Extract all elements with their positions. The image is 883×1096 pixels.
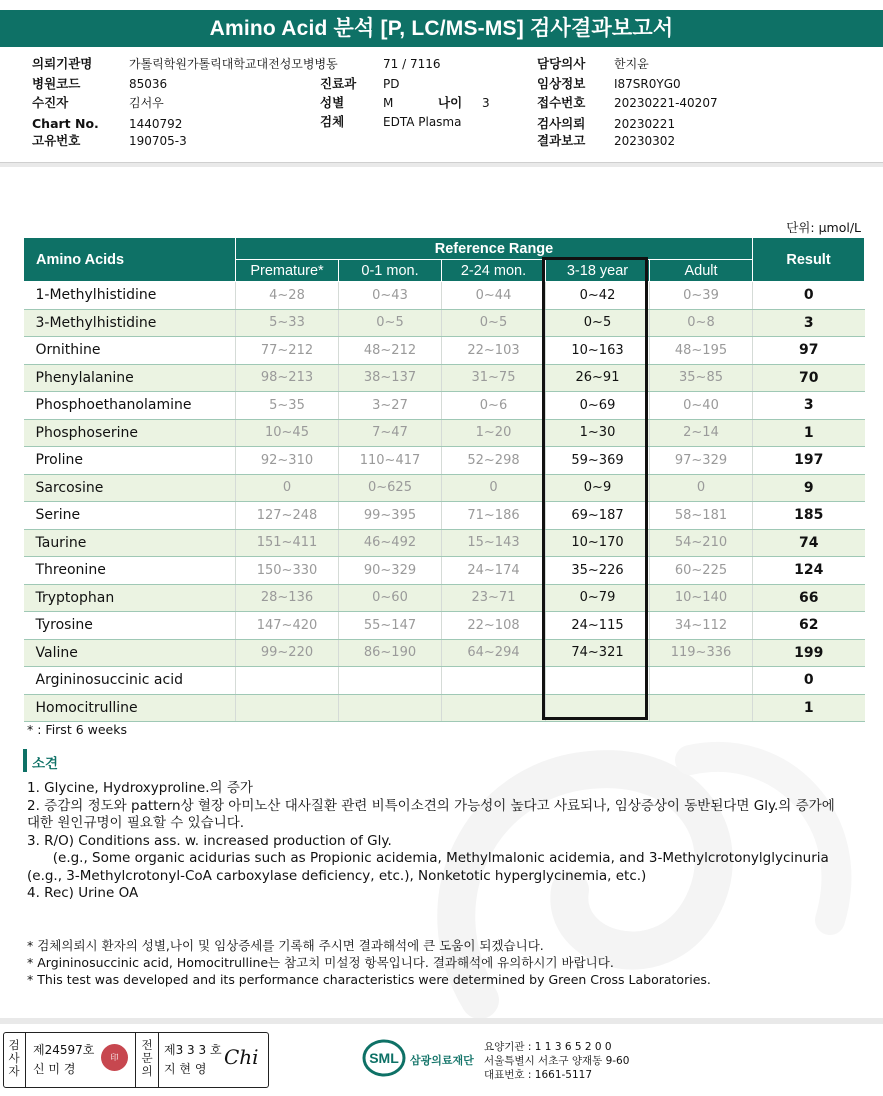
reference-range-cell: 0~42 (546, 282, 650, 310)
sex-value: M (383, 96, 394, 110)
reference-range-cell: 0~40 (650, 392, 753, 420)
reference-range-cell: 110~417 (339, 447, 442, 475)
doctor-label: 담당의사 (537, 56, 586, 71)
reference-range-cell: 0~5 (442, 309, 546, 337)
signature-box (3, 1032, 269, 1088)
reference-range-cell: 99~220 (236, 639, 339, 667)
findings-text (27, 780, 847, 903)
reference-range-cell: 59~369 (546, 447, 650, 475)
amino-acid-name: Serine (24, 502, 236, 530)
reference-range-cell: 0~625 (339, 474, 442, 502)
reference-range-cell: 10~163 (546, 337, 650, 365)
result-value: 74 (753, 529, 865, 557)
reference-range-cell: 90~329 (339, 557, 442, 585)
reference-range-cell: 0~9 (546, 474, 650, 502)
specialist-vertical-label: 전 문 의 (141, 1038, 153, 1078)
reference-range-cell: 28~136 (236, 584, 339, 612)
reference-range-cell: 0~69 (546, 392, 650, 420)
amino-acid-name: Homocitrulline (24, 694, 236, 722)
reference-range-cell: 1~20 (442, 419, 546, 447)
reference-range-cell: 55~147 (339, 612, 442, 640)
org-address: 서울특별시 서초구 양재동 9-60 (484, 1055, 630, 1067)
reference-range-cell: 52~298 (442, 447, 546, 475)
result-value: 0 (753, 282, 865, 310)
reference-range-cell: 151~411 (236, 529, 339, 557)
result-value: 3 (753, 309, 865, 337)
finding-4: 4. Rec) Urine OA (27, 885, 139, 901)
table-footnote: * : First 6 weeks (27, 722, 127, 737)
sex-label: 성별 (320, 95, 345, 110)
reference-range-cell: 60~225 (650, 557, 753, 585)
institution-label: 의뢰기관명 (32, 56, 93, 71)
amino-acid-name: Threonine (24, 557, 236, 585)
reference-range-cell: 69~187 (546, 502, 650, 530)
reference-range-cell (442, 667, 546, 695)
table-row (24, 502, 865, 530)
note-3: * This test was developed and its performance characteristics were determined by Green Cross Laboratories. (27, 972, 711, 987)
reference-range-cell: 26~91 (546, 364, 650, 392)
reference-range-cell: 2~14 (650, 419, 753, 447)
clinical-info-value: I87SR0YG0 (614, 77, 681, 91)
reference-range-cell: 5~33 (236, 309, 339, 337)
amino-acid-table (23, 237, 865, 722)
reference-range-cell (442, 694, 546, 722)
amino-acid-name: Phenylalanine (24, 364, 236, 392)
table-row (24, 639, 865, 667)
reference-range-cell: 99~395 (339, 502, 442, 530)
reference-range-cell: 71~186 (442, 502, 546, 530)
table-row (24, 392, 865, 420)
amino-acid-name: Proline (24, 447, 236, 475)
reference-range-cell (339, 667, 442, 695)
reference-range-cell: 54~210 (650, 529, 753, 557)
footer-divider (0, 1018, 883, 1024)
reference-range-cell: 92~310 (236, 447, 339, 475)
reference-range-cell: 22~103 (442, 337, 546, 365)
col-0-1-mon: 0-1 mon. (339, 260, 442, 282)
result-value: 185 (753, 502, 865, 530)
reference-range-cell: 23~71 (442, 584, 546, 612)
specimen-label: 검체 (320, 114, 345, 129)
amino-acid-name: Tyrosine (24, 612, 236, 640)
reference-range-cell (236, 694, 339, 722)
reference-range-cell: 34~112 (650, 612, 753, 640)
tester-vertical-label: 검 사 자 (8, 1038, 20, 1078)
reference-range-cell: 127~248 (236, 502, 339, 530)
report-notes (27, 937, 711, 988)
chart-value: 1440792 (129, 117, 183, 131)
table-row (24, 694, 865, 722)
department-label: 진료과 (320, 76, 357, 91)
result-value: 66 (753, 584, 865, 612)
amino-acid-name: 1-Methylhistidine (24, 282, 236, 310)
reference-range-cell: 31~75 (442, 364, 546, 392)
sml-logo-icon (362, 1038, 408, 1078)
reference-range-cell: 150~330 (236, 557, 339, 585)
table-row (24, 474, 865, 502)
reference-range-cell: 10~45 (236, 419, 339, 447)
specialist-license-no: 제3 3 3 호 (164, 1043, 222, 1057)
findings-title: 소견 (32, 756, 59, 772)
seal-stamp: 印 (101, 1044, 128, 1071)
amino-acid-name: Argininosuccinic acid (24, 667, 236, 695)
reference-range-cell: 48~195 (650, 337, 753, 365)
table-row (24, 419, 865, 447)
reference-range-cell: 0 (236, 474, 339, 502)
table-row (24, 337, 865, 365)
age-value: 3 (482, 96, 490, 110)
reference-range-cell: 3~27 (339, 392, 442, 420)
org-name: 삼광의료재단 (410, 1054, 474, 1067)
reference-range-cell: 58~181 (650, 502, 753, 530)
amino-acid-name: 3-Methylhistidine (24, 309, 236, 337)
id-label: 고유번호 (32, 133, 81, 148)
finding-1: 1. Glycine, Hydroxyproline.의 증가 (27, 780, 253, 796)
reference-range-cell: 0~79 (546, 584, 650, 612)
reference-range-cell: 0~39 (650, 282, 753, 310)
reference-range-cell: 0~8 (650, 309, 753, 337)
col-result: Result (753, 238, 865, 282)
result-value: 62 (753, 612, 865, 640)
hospital-code-label: 병원코드 (32, 76, 81, 91)
org-code: 요양기관 : 1 1 3 6 5 2 0 0 (484, 1041, 612, 1053)
reference-range-cell: 48~212 (339, 337, 442, 365)
reference-range-cell: 7~47 (339, 419, 442, 447)
table-row (24, 584, 865, 612)
specimen-value: EDTA Plasma (383, 115, 462, 129)
amino-acid-name: Phosphoethanolamine (24, 392, 236, 420)
reference-range-cell: 0~5 (339, 309, 442, 337)
reference-range-cell: 1~30 (546, 419, 650, 447)
amino-acid-name: Ornithine (24, 337, 236, 365)
patient-value: 김서우 (129, 96, 164, 110)
reference-range-cell: 5~35 (236, 392, 339, 420)
reference-range-cell (339, 694, 442, 722)
reference-range-cell (650, 667, 753, 695)
reference-range-cell: 0~43 (339, 282, 442, 310)
col-amino-acids: Amino Acids (24, 238, 236, 282)
doctor-value: 한지윤 (614, 57, 649, 71)
signature-mark: Chi (224, 1045, 259, 1069)
amino-acid-name: Taurine (24, 529, 236, 557)
result-value: 1 (753, 419, 865, 447)
table-row (24, 364, 865, 392)
table-row (24, 529, 865, 557)
reference-range-cell (546, 694, 650, 722)
note-2: * Argininosuccinic acid, Homocitrulline는 참고치 미설정 항목입니다. 결과해석에 유의하시기 바랍니다. (27, 955, 614, 970)
reference-range-cell: 74~321 (546, 639, 650, 667)
reference-range-cell: 98~213 (236, 364, 339, 392)
finding-3-detail: (e.g., Some organic acidurias such as Propionic acidemia, Methylmalonic acidemia, and 3-Methylcrotonylglycinuria (e.g., 3-Methylcrotonyl-CoA carboxylase deficiency, etc.), Nonketotic hyperglycinemia, etc.) (27, 850, 834, 884)
reference-range-cell (236, 667, 339, 695)
hospital-code-value: 85036 (129, 77, 168, 91)
unit-label: 단위: μmol/L (786, 220, 861, 235)
reference-range-cell: 64~294 (442, 639, 546, 667)
reference-range-cell: 10~170 (546, 529, 650, 557)
reference-range-cell: 24~174 (442, 557, 546, 585)
tester-license-no: 제24597호 (33, 1043, 95, 1057)
chart-label: Chart No. (32, 116, 99, 131)
reference-range-cell: 0 (650, 474, 753, 502)
reference-range-cell: 35~85 (650, 364, 753, 392)
table-row (24, 557, 865, 585)
report-date-label: 결과보고 (537, 133, 586, 148)
reference-range-cell (546, 667, 650, 695)
section-marker (23, 749, 27, 772)
amino-acid-name: Sarcosine (24, 474, 236, 502)
col-reference-range: Reference Range (236, 238, 753, 260)
reference-range-cell: 4~28 (236, 282, 339, 310)
svg-text:SML: SML (369, 1050, 399, 1066)
result-value: 197 (753, 447, 865, 475)
reference-range-cell: 0~60 (339, 584, 442, 612)
patient-label: 수진자 (32, 95, 69, 110)
report-title: Amino Acid 분석 [P, LC/MS-MS] 검사결과보고서 (0, 10, 883, 47)
receipt-label: 접수번호 (537, 95, 586, 110)
header-divider (0, 162, 883, 167)
table-row (24, 667, 865, 695)
reference-range-cell: 0~5 (546, 309, 650, 337)
ward-value: 71 / 7116 (383, 57, 441, 71)
reference-range-cell: 77~212 (236, 337, 339, 365)
amino-acid-name: Valine (24, 639, 236, 667)
result-value: 70 (753, 364, 865, 392)
report-date-value: 20230302 (614, 134, 676, 148)
clinical-info-label: 임상정보 (537, 76, 586, 91)
reference-range-cell: 97~329 (650, 447, 753, 475)
reference-range-cell: 22~108 (442, 612, 546, 640)
result-value: 9 (753, 474, 865, 502)
reference-range-cell: 0~6 (442, 392, 546, 420)
org-info (484, 1040, 629, 1082)
org-phone: 대표번호 : 1661-5117 (484, 1069, 593, 1081)
result-value: 3 (753, 392, 865, 420)
table-row (24, 282, 865, 310)
table-row (24, 447, 865, 475)
result-value: 124 (753, 557, 865, 585)
reference-range-cell: 38~137 (339, 364, 442, 392)
receipt-value: 20230221-40207 (614, 96, 718, 110)
reference-range-cell: 15~143 (442, 529, 546, 557)
amino-acid-name: Tryptophan (24, 584, 236, 612)
reference-range-cell: 86~190 (339, 639, 442, 667)
amino-acid-name: Phosphoserine (24, 419, 236, 447)
reference-range-cell: 119~336 (650, 639, 753, 667)
institution-value: 가톨릭학원가톨릭대학교대전성모병병동 (129, 57, 338, 71)
col-2-24-mon: 2-24 mon. (442, 260, 546, 282)
department-value: PD (383, 77, 400, 91)
reference-range-cell: 0 (442, 474, 546, 502)
id-value: 190705-3 (129, 134, 187, 148)
finding-2: 2. 증감의 정도와 pattern상 혈장 아미노산 대사질환 관련 비특이소견의 가능성이 높다고 사료되나, 임상증상이 동반된다면 Gly.의 증가에 대한 원인규명이 필요할 수 있습니다. (27, 797, 835, 831)
reference-range-cell: 24~115 (546, 612, 650, 640)
table-row (24, 309, 865, 337)
table-row (24, 612, 865, 640)
result-value: 0 (753, 667, 865, 695)
result-value: 97 (753, 337, 865, 365)
reference-range-cell: 46~492 (339, 529, 442, 557)
col-adult: Adult (650, 260, 753, 282)
col-premature: Premature* (236, 260, 339, 282)
finding-3: 3. R/O) Conditions ass. w. increased production of Gly. (27, 832, 392, 849)
note-1: * 검체의뢰시 환자의 성별,나이 및 임상증세를 기록해 주시면 결과해석에 큰 도움이 되겠습니다. (27, 938, 544, 953)
reference-range-cell: 147~420 (236, 612, 339, 640)
reference-range-cell: 35~226 (546, 557, 650, 585)
age-label: 나이 (438, 95, 463, 110)
specialist-name: 지 현 영 (164, 1062, 207, 1076)
result-value: 1 (753, 694, 865, 722)
result-value: 199 (753, 639, 865, 667)
reference-range-cell: 10~140 (650, 584, 753, 612)
request-label: 검사의뢰 (537, 116, 586, 131)
request-value: 20230221 (614, 117, 676, 131)
tester-name: 신 미 경 (33, 1062, 76, 1076)
reference-range-cell: 0~44 (442, 282, 546, 310)
reference-range-cell (650, 694, 753, 722)
col-3-18-year: 3-18 year (546, 260, 650, 282)
